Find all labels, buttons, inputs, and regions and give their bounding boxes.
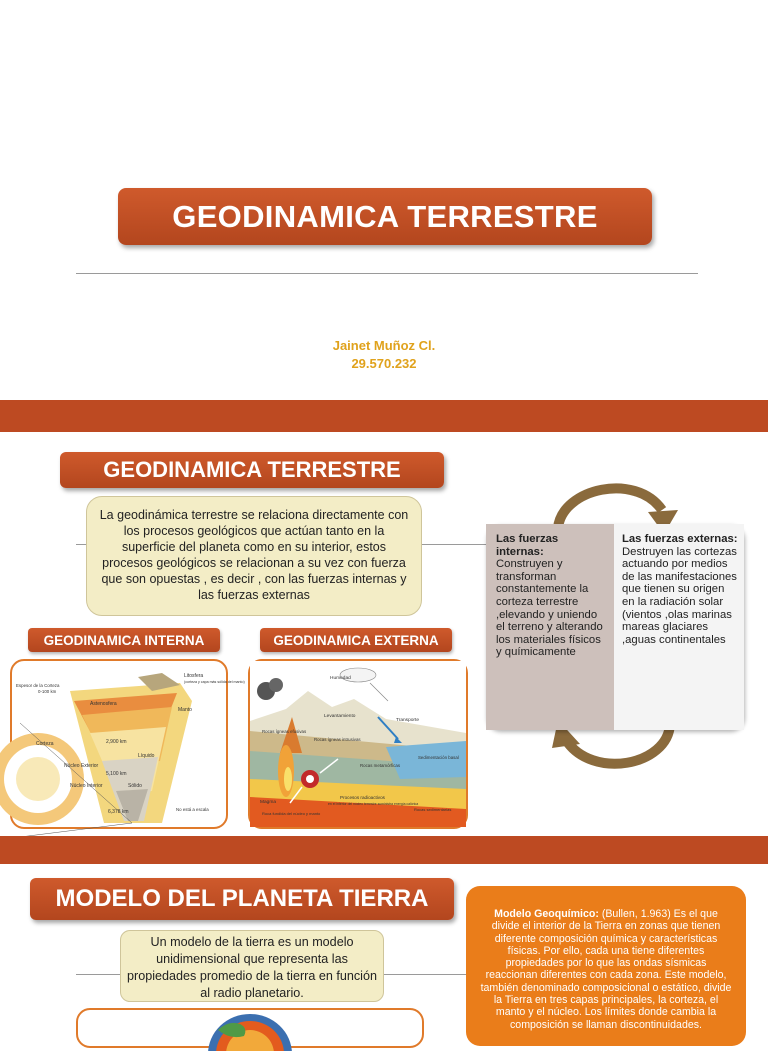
modelo-geoquimico-label: Modelo Geoquímico:: [494, 908, 599, 920]
fig-label-6378: 6,378 km: [108, 809, 129, 815]
fuerzas-externas-panel: [614, 524, 744, 730]
fig-label-5100: 5,100 km: [106, 771, 127, 777]
fig-label-rocas-efusivas: Rocas ígneas efusivas: [262, 729, 307, 734]
section-title: GEODINAMICA TERRESTRE: [103, 457, 401, 482]
modelo-description-note: Un modelo de la tierra es un modelo unidimensional que representa las propiedades promedio de la tierra en función al radio planetario.: [120, 930, 384, 1002]
connector-line: [384, 974, 466, 975]
connector-line: [422, 544, 486, 545]
title-banner: [118, 188, 652, 245]
fig-label-levantamiento: Levantamiento: [324, 714, 356, 719]
page-title: GEODINAMICA TERRESTRE: [172, 198, 598, 234]
fuerzas-externas-heading: Las fuerzas externas:: [622, 533, 738, 545]
modelo-title: MODELO DEL PLANETA TIERRA: [55, 885, 429, 912]
title-slide: [0, 0, 768, 400]
fig-label-sedimentacion: Sedimentación basal: [418, 755, 459, 760]
fuerzas-internas-text: Construyen y transforman constantemente la corteza terrestre ,elevando y uniendo el terreno y alterando los materiales físicos y químicamente: [496, 558, 603, 659]
cycle-arrow-top-icon: [540, 472, 690, 532]
fig-label-manto: Manto: [178, 707, 192, 713]
fuerzas-internas-panel: [486, 524, 614, 730]
fig-label-procesos: Procesos radioactivos: [340, 795, 385, 800]
slide-separator-band: [0, 400, 768, 432]
modelo-geoquimico-panel: [466, 886, 746, 1046]
fig-label-humedad: Humedad: [330, 676, 351, 681]
fig-label-espesor: Espesor de la Corteza: [16, 683, 60, 688]
earth-layers-figure: [10, 659, 245, 829]
title-divider: [76, 273, 698, 274]
fig-label-litosfera: Litosfera: [184, 673, 204, 679]
geological-processes-figure: [248, 659, 468, 829]
fig-label-corteza: Corteza: [36, 741, 54, 747]
fig-label-roca-fundida: Roca fundida del núcleo y manto: [262, 811, 321, 816]
fig-label-astenosfera: Astenosfera: [90, 701, 117, 707]
fig-label-2900: 2,900 km: [106, 739, 127, 745]
fig-label-litosfera-note: (corteza y capa más sólida del manto): [184, 680, 245, 684]
modelo-title-banner: [30, 878, 454, 920]
geodinamica-slide: [0, 432, 768, 836]
connector-line: [76, 974, 120, 975]
modelo-geoquimico-text: (Bullen, 1.963) Es el que divide el interior de la Tierra en zonas que tienen diferente composición química y características físicas. Por ello, cada una tiene diferentes propiedades por lo que las ondas sísmicas reaccionan diferentes con cada zona. Este modelo, también denominado composicional o estático, divide la Tierra en tres capas principales, la corteza, el manto y el núcleo. Los límites donde cambia la composición se llaman discontinuidades.: [480, 908, 732, 1031]
geodinamica-interna-label: GEODINAMICA INTERNA: [28, 628, 220, 652]
geodinamica-externa-label: GEODINAMICA EXTERNA: [260, 628, 452, 652]
fig-label-rocas-intrusivas: Rocas ígneas intrusivas: [314, 737, 361, 742]
fig-label-solido: Sólido: [128, 783, 142, 789]
fig-label-nucleo-exterior: Núcleo Exterior: [64, 763, 99, 769]
fig-label-liquido: Líquido: [138, 753, 155, 759]
earth-layers-illustration: [12, 661, 245, 827]
fig-label-magma: Magma: [260, 800, 276, 805]
slide-separator-band: [0, 836, 768, 864]
section-title-banner: [60, 452, 444, 488]
fuerzas-cycle-panel: [486, 524, 744, 730]
fig-label-transporte: Transporte: [396, 718, 420, 723]
connector-line: [76, 544, 86, 545]
geological-processes-illustration: [250, 661, 466, 827]
fig-label-espesor-range: 0-100 km: [38, 689, 57, 694]
earth-globe-figure: [76, 1008, 424, 1048]
modelo-slide: [0, 864, 768, 1031]
earth-globe-illustration: [78, 1010, 422, 1046]
fig-label-escala: No está a escala: [176, 807, 209, 812]
intro-note: La geodinámica terrestre se relaciona directamente con los procesos geológicos que actúan tanto en la superficie del planeta como en su interior, estos procesos geológicos se relacionan a su vez con fuerza que son opuestas , es decir , con las fuerzas internas y las fuerzas externas: [86, 496, 422, 616]
fuerzas-externas-text: Destruyen las cortezas actuando por medios de las manifestaciones que tienen su origen en la radiación solar (vientos ,olas marinas mareas glaciares ,aguas continentales: [622, 545, 737, 646]
fig-label-nucleo-interior: Núcleo Interior: [70, 783, 103, 789]
fig-label-rocas-metamorficas: Rocas metamórficas: [360, 763, 401, 768]
author-id: 29.570.232: [351, 356, 417, 371]
fig-label-procesos-sub: en el interior del núcleo terrestre suministra energía calórica: [328, 802, 419, 806]
fuerzas-internas-heading: Las fuerzas internas:: [496, 533, 559, 558]
author-name: Jainet Muñoz Cl.: [332, 338, 436, 353]
fig-label-rocas-sedimentarias: Rocas sedimentarias: [414, 807, 452, 812]
